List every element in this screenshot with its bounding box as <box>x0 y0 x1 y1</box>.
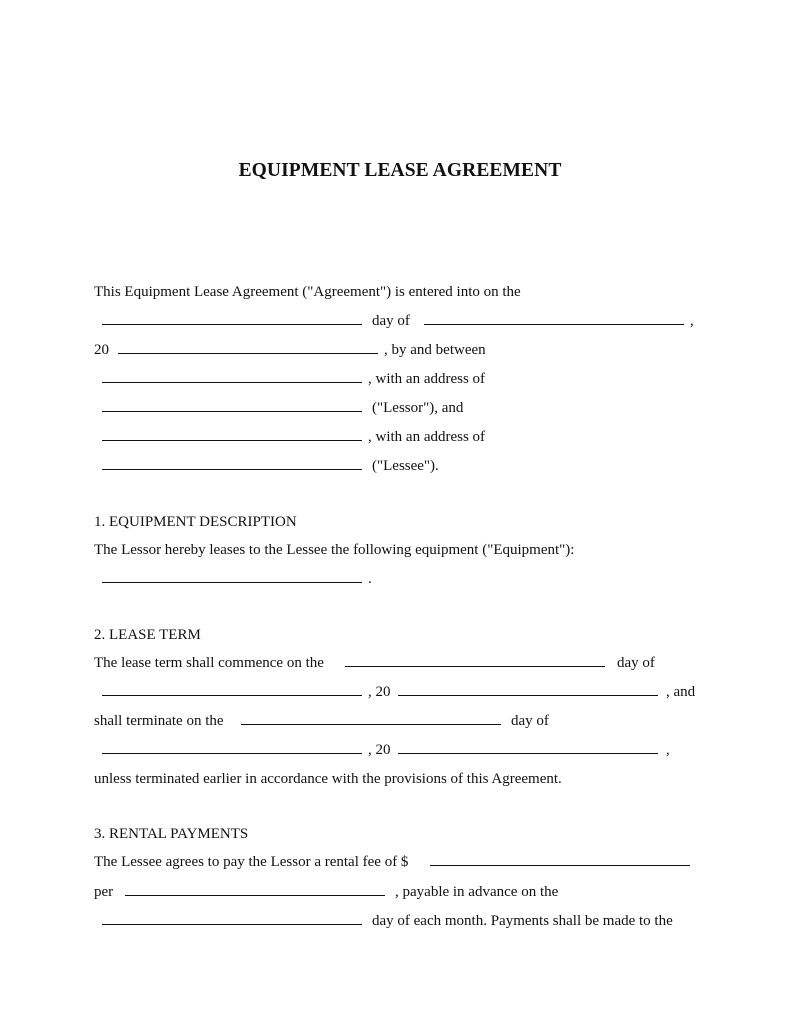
day-each-month-label: day of each month. Payments shall be made to the <box>372 913 673 929</box>
document-title: EQUIPMENT LEASE AGREEMENT <box>238 160 562 181</box>
lessee-name-field[interactable] <box>102 440 362 441</box>
rental-fee-field[interactable] <box>430 865 690 866</box>
year-prefix-label: 20 <box>94 342 109 358</box>
lessor-label: ("Lessor"), and <box>372 400 464 416</box>
agreement-day-field[interactable] <box>102 324 362 325</box>
end-month-field[interactable] <box>102 753 362 754</box>
intro-text: This Equipment Lease Agreement ("Agreement") is entered into on the <box>94 284 521 300</box>
start-day-field[interactable] <box>345 666 605 667</box>
section-heading: 2. LEASE TERM <box>94 627 201 643</box>
start-year-field[interactable] <box>398 695 658 696</box>
agreement-year-field[interactable] <box>118 353 378 354</box>
section-heading: 3. RENTAL PAYMENTS <box>94 826 249 842</box>
start-month-field[interactable] <box>102 695 362 696</box>
day-of-label: day of <box>511 713 549 729</box>
per-label: per <box>94 884 114 900</box>
year-label: , 20 <box>368 742 391 758</box>
lessor-name-field[interactable] <box>102 382 362 383</box>
comma-label: , <box>666 742 670 758</box>
end-year-field[interactable] <box>398 753 658 754</box>
by-and-between-label: , by and between <box>384 342 486 358</box>
agreement-month-field[interactable] <box>424 324 684 325</box>
lessor-address-field[interactable] <box>102 411 362 412</box>
section-text: The Lessor hereby leases to the Lessee the following equipment ("Equipment"): <box>94 542 575 558</box>
day-of-label: day of <box>372 313 410 329</box>
payment-period-field[interactable] <box>125 895 385 896</box>
period-label: . <box>368 571 372 587</box>
with-address-label: , with an address of <box>368 429 486 445</box>
with-address-label: , with an address of <box>368 371 486 387</box>
year-label: , 20 <box>368 684 391 700</box>
lessee-address-field[interactable] <box>102 469 362 470</box>
section-heading: 1. EQUIPMENT DESCRIPTION <box>94 514 297 530</box>
rental-fee-label: The Lessee agrees to pay the Lessor a rental fee of $ <box>94 854 409 870</box>
terminate-label: shall terminate on the <box>94 713 224 729</box>
comma-label: , <box>690 313 694 329</box>
commence-label: The lease term shall commence on the <box>94 655 324 671</box>
payment-day-field[interactable] <box>102 924 362 925</box>
lessee-label: ("Lessee"). <box>372 458 439 474</box>
unless-text: unless terminated earlier in accordance with the provisions of this Agreement. <box>94 771 562 787</box>
end-day-field[interactable] <box>241 724 501 725</box>
day-of-label: day of <box>617 655 655 671</box>
and-label: , and <box>666 684 696 700</box>
equipment-description-field[interactable] <box>102 582 362 583</box>
payable-label: , payable in advance on the <box>395 884 559 900</box>
